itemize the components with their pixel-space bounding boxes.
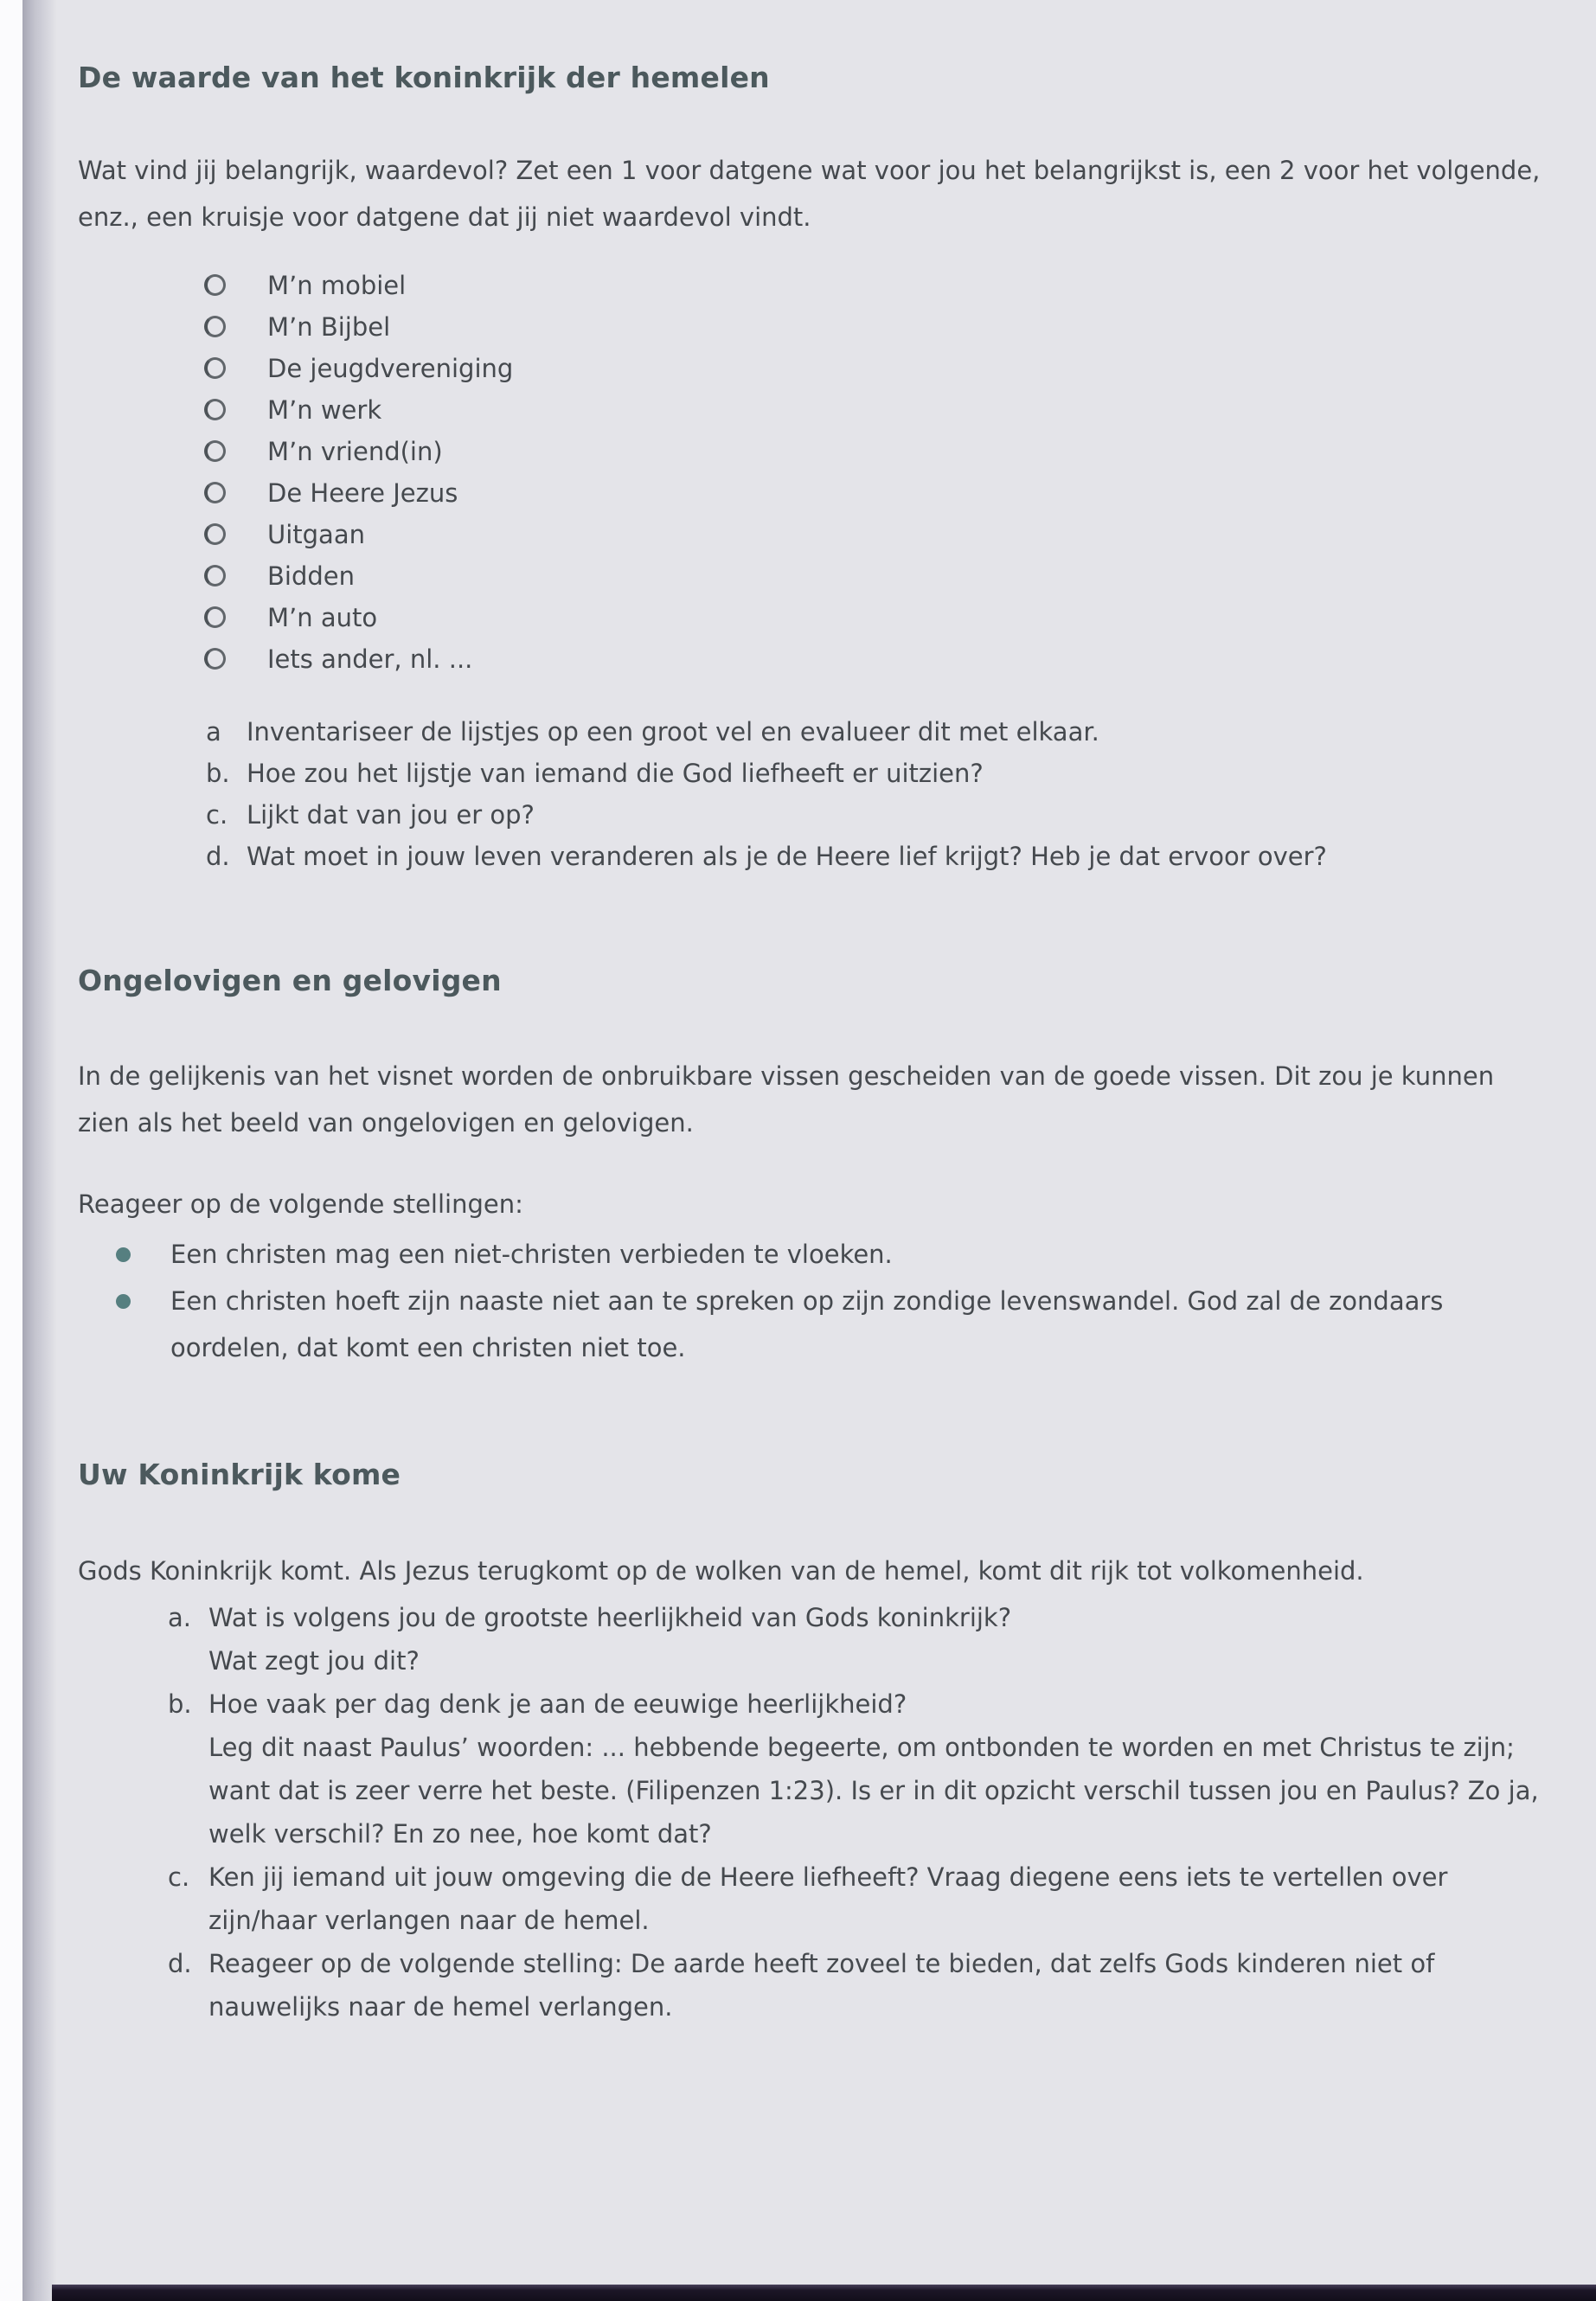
section2-heading: Ongelovigen en gelovigen — [78, 963, 502, 997]
answer-circle — [204, 357, 226, 379]
checklist-item-label: M’n Bijbel — [267, 311, 391, 342]
answer-circle — [204, 565, 226, 586]
question-text: Ken jij iemand uit jouw omgeving die de Heere liefheeft? Vraag diegene eens iets te vertellen over zijn/haar verlangen naar de hemel. — [208, 1862, 1448, 1935]
question-text: Wat zegt jou dit? — [208, 1645, 420, 1676]
question-text: Inventariseer de lijstjes op een groot vel en evalueer dit met elkaar. — [247, 716, 1099, 747]
question-item — [206, 711, 1546, 753]
statement-text: Een christen hoeft zijn naaste niet aan te spreken op zijn zondige levenswandel. God zal de zondaars oordelen, dat komt een christen niet toe. — [170, 1286, 1444, 1363]
question-text: Lijkt dat van jou er op? — [247, 799, 535, 830]
statement-item — [116, 1278, 1546, 1371]
question-text: Hoe zou het lijstje van iemand die God liefheeft er uitzien? — [247, 758, 984, 788]
question-letter: c. — [168, 1862, 190, 1892]
answer-circle — [204, 399, 226, 420]
section3-questions — [168, 1596, 1546, 2029]
answer-circle — [204, 316, 226, 337]
question-letter: a — [206, 716, 221, 747]
checklist-item — [204, 472, 1546, 514]
page-title: De waarde van het koninkrijk der hemelen — [78, 61, 770, 94]
question-letter: b. — [168, 1689, 192, 1719]
checklist-item — [204, 638, 1546, 680]
question-item — [206, 794, 1546, 836]
statement-item — [116, 1231, 1546, 1278]
book-binding-shadow — [22, 0, 57, 2301]
answer-circle — [204, 440, 226, 462]
question-item — [206, 836, 1546, 877]
checklist-item-label: De jeugdvereniging — [267, 353, 514, 383]
question-text: Reageer op de volgende stelling: De aarde heeft zoveel te bieden, dat zelfs Gods kinderen niet of nauwelijks naar de hemel verlangen. — [208, 1948, 1435, 2022]
page-bottom-edge — [52, 2285, 1596, 2301]
checklist-item — [204, 348, 1546, 389]
question-item — [168, 1856, 1546, 1942]
checklist-item — [204, 265, 1546, 306]
section3-heading: Uw Koninkrijk kome — [78, 1458, 401, 1492]
checklist-item-label: Uitgaan — [267, 519, 365, 549]
checklist-item — [204, 514, 1546, 555]
bullet-dot-icon — [116, 1294, 131, 1309]
checklist-item — [204, 389, 1546, 431]
question-letter: b. — [206, 758, 230, 788]
statement-text: Een christen mag een niet-christen verbieden te vloeken. — [170, 1240, 893, 1270]
page-left-edge — [0, 0, 22, 2301]
question-item — [206, 753, 1546, 794]
question-text: Hoe vaak per dag denk je aan de eeuwige heerlijkheid? — [208, 1689, 907, 1719]
section2-paragraph: In de gelijkenis van het visnet worden de onbruikbare vissen gescheiden van de goede vissen. Dit zou je kunnen zien als het beeld van ongelovigen en gelovigen. — [78, 1061, 1495, 1138]
section3-paragraph: Gods Koninkrijk komt. Als Jezus terugkomt op de wolken van de hemel, komt dit rijk tot volkomenheid. — [78, 1555, 1364, 1586]
statements-list — [116, 1231, 1546, 1371]
checklist-item-label: M’n auto — [267, 602, 378, 632]
question-item — [168, 1596, 1546, 1682]
question-text: Wat is volgens jou de grootste heerlijkheid van Gods koninkrijk? — [208, 1602, 1012, 1632]
statements-prompt: Reageer op de volgende stellingen: — [78, 1189, 523, 1220]
intro-paragraph: Wat vind jij belangrijk, waardevol? Zet een 1 voor datgene wat voor jou het belangrijkst is, een 2 voor het volgende, enz., een kruisje voor datgene dat jij niet waardevol vindt. — [78, 155, 1541, 232]
answer-circle — [204, 523, 226, 545]
question-text: Leg dit naast Paulus’ woorden: ... hebbende begeerte, om ontbonden te worden en met Christus te zijn; want dat is zeer verre het beste. (Filipenzen 1:23). Is er in dit opzicht verschil tussen jou en Paulus? Zo ja, welk verschil? En zo nee, hoe komt dat? — [208, 1732, 1539, 1849]
question-letter: c. — [206, 799, 228, 830]
scanned-page-content — [78, 0, 1546, 2029]
answer-circle — [204, 606, 226, 628]
question-item — [168, 1682, 1546, 1856]
checklist-item-label: M’n werk — [267, 394, 382, 425]
checklist-item-label: Bidden — [267, 561, 355, 591]
question-letter: d. — [168, 1948, 192, 1978]
checklist-item — [204, 555, 1546, 597]
question-text: Wat moet in jouw leven veranderen als je de Heere lief krijgt? Heb je dat ervoor over? — [247, 841, 1327, 871]
checklist-item-label: Iets ander, nl. ... — [267, 644, 473, 674]
section1-questions — [206, 711, 1546, 877]
priority-checklist — [204, 265, 1546, 680]
checklist-item — [204, 597, 1546, 638]
checklist-item — [204, 431, 1546, 472]
checklist-item — [204, 306, 1546, 348]
question-item — [168, 1942, 1546, 2029]
answer-circle — [204, 482, 226, 503]
checklist-item-label: M’n vriend(in) — [267, 436, 443, 466]
answer-circle — [204, 648, 226, 670]
checklist-item-label: De Heere Jezus — [267, 478, 458, 508]
answer-circle — [204, 274, 226, 296]
question-letter: a. — [168, 1602, 191, 1632]
bullet-dot-icon — [116, 1247, 131, 1262]
checklist-item-label: M’n mobiel — [267, 270, 407, 300]
question-letter: d. — [206, 841, 230, 871]
